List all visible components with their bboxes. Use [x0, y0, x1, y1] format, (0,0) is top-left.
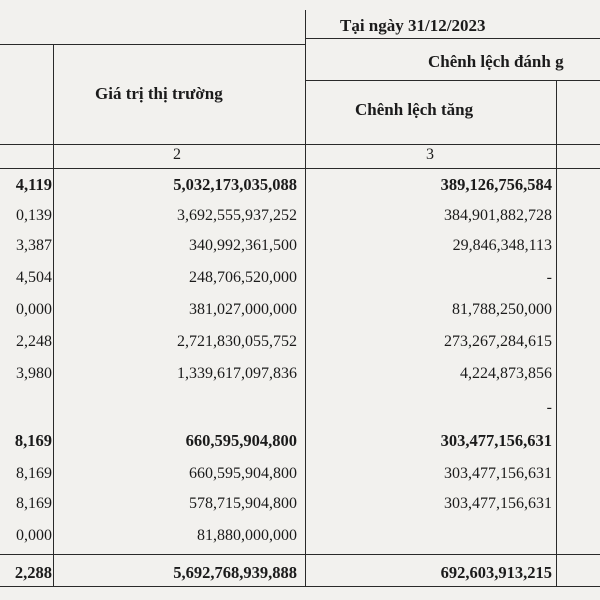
cell-col-1: 3,387: [16, 237, 52, 254]
diff-increase-header: Chênh lệch tăng: [355, 100, 474, 119]
cell-col-2: 660,595,904,800: [189, 465, 297, 482]
cell-col-3: 273,267,284,615: [444, 333, 552, 350]
cell-col-1: 4,119: [15, 175, 52, 194]
cell-col-2: 248,706,520,000: [189, 269, 297, 286]
cell-col-2: 3,692,555,937,252: [177, 207, 297, 224]
rule-bottom: [0, 586, 600, 587]
table-row: [0, 392, 600, 422]
cell-col-2: 381,027,000,000: [189, 301, 297, 318]
cell-col-3: 303,477,156,631: [440, 431, 552, 450]
col-index-2: 2: [173, 146, 181, 163]
cell-col-1: 8,169: [16, 495, 52, 512]
table-row: [0, 358, 600, 388]
cell-col-2: 1,339,617,097,836: [177, 365, 297, 382]
cell-col-3: -: [546, 269, 552, 286]
table-row: [0, 488, 600, 518]
cell-col-1: 3,980: [16, 365, 52, 382]
table-row: [0, 230, 600, 260]
cell-col-2: 5,032,173,035,088: [173, 175, 297, 194]
cell-col-3: 303,477,156,631: [444, 495, 552, 512]
cell-col-3: 303,477,156,631: [444, 465, 552, 482]
cell-col-2: 340,992,361,500: [189, 237, 297, 254]
cell-col-1: 2,248: [16, 333, 52, 350]
cell-col-3: 384,901,882,728: [444, 207, 552, 224]
cell-col-1: 0,000: [16, 527, 52, 544]
cell-col-1: 8,169: [16, 465, 52, 482]
table-row: [0, 168, 600, 198]
col-index-3: 3: [426, 146, 434, 163]
market-value-header: Giá trị thị trường: [95, 84, 223, 103]
cell-col-1: 0,139: [16, 207, 52, 224]
cell-col-3: 4,224,873,856: [460, 365, 552, 382]
table-row: [0, 556, 600, 586]
cell-col-1: 4,504: [16, 269, 52, 286]
rule-top-left: [0, 44, 305, 45]
cell-col-2: 660,595,904,800: [185, 431, 297, 450]
cell-col-1: 2,288: [14, 563, 52, 582]
rule-header-bottom: [0, 144, 600, 145]
cell-col-3: -: [546, 399, 552, 416]
cell-col-2: 81,880,000,000: [197, 527, 297, 544]
cell-col-2: 5,692,768,939,888: [173, 563, 297, 582]
cell-col-1: 8,169: [14, 431, 52, 450]
table-row: [0, 326, 600, 356]
table-row: [0, 262, 600, 292]
cell-col-2: 2,721,830,055,752: [177, 333, 297, 350]
table-row: [0, 294, 600, 324]
rule-total-top: [0, 554, 600, 555]
cell-col-3: 692,603,913,215: [440, 563, 552, 582]
table-row: [0, 200, 600, 230]
rule-top-date: [305, 38, 600, 39]
cell-col-1: 0,000: [16, 301, 52, 318]
diff-group-title: Chênh lệch đánh g: [428, 52, 564, 71]
cell-col-3: 389,126,756,584: [440, 175, 552, 194]
cell-col-3: 81,788,250,000: [452, 301, 552, 318]
table-row: [0, 520, 600, 550]
table-row: [0, 424, 600, 454]
date-title: Tại ngày 31/12/2023: [340, 16, 486, 35]
table-row: [0, 458, 600, 488]
cell-col-2: 578,715,904,800: [189, 495, 297, 512]
cell-col-3: 29,846,348,113: [452, 237, 552, 254]
